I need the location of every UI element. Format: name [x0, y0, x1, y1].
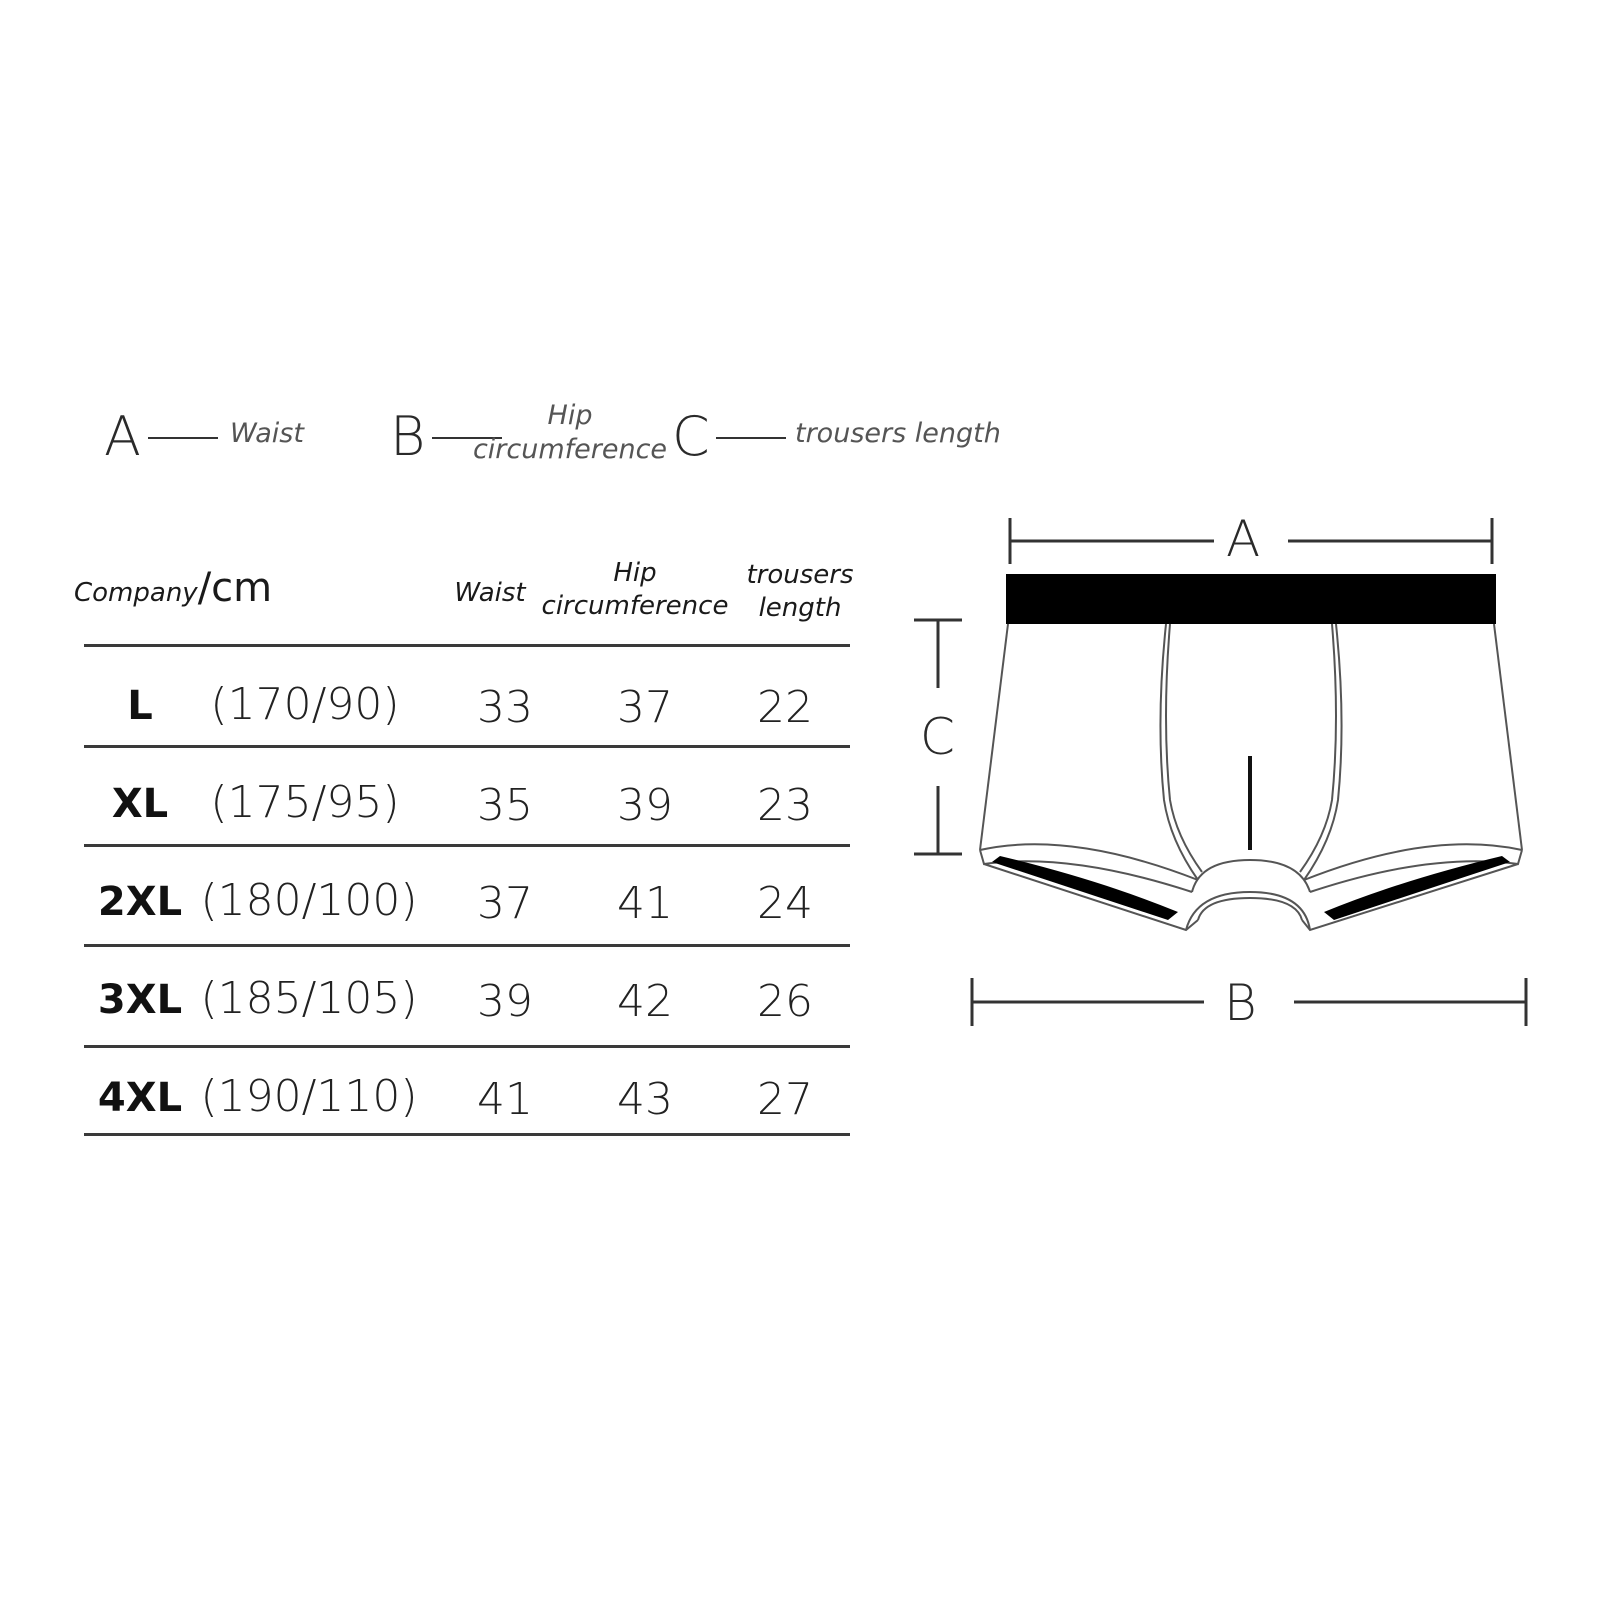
legend-text-hip-line2: circumference: [472, 433, 668, 465]
waistband: [1006, 574, 1496, 624]
cell-hip: 42: [617, 976, 673, 1027]
cell-size: L: [127, 683, 153, 729]
garment-diagram: [900, 500, 1540, 1060]
cell-waist: 41: [477, 1074, 533, 1125]
cell-length: 23: [757, 780, 813, 831]
cell-size: XL: [111, 781, 169, 827]
cell-fit: (170/90): [210, 679, 400, 730]
col-header-hip-line2: circumference: [541, 590, 729, 621]
cell-hip: 43: [617, 1074, 673, 1125]
cell-waist: 35: [477, 780, 533, 831]
col-header-hip-line1: Hip: [613, 558, 657, 588]
briefs-illustration: [900, 500, 1540, 1060]
cell-fit: (185/105): [200, 973, 418, 1024]
cell-length: 26: [757, 976, 813, 1027]
cell-length: 27: [757, 1074, 813, 1125]
unit-label-cm: /cm: [197, 565, 273, 611]
unit-label-company: Company: [74, 578, 198, 608]
cell-waist: 33: [477, 682, 533, 733]
cell-hip: 41: [617, 878, 673, 929]
dimension-label-a: A: [1226, 510, 1261, 568]
dimension-label-b: B: [1224, 974, 1257, 1032]
cell-waist: 39: [477, 976, 533, 1027]
legend-letter-b: B: [390, 405, 426, 468]
col-header-waist: Waist: [454, 578, 526, 608]
table-rule: [84, 745, 850, 748]
table-rule: [84, 1045, 850, 1048]
cell-size: 3XL: [97, 977, 183, 1023]
col-header-length: [730, 559, 870, 624]
legend-dash-a: [148, 437, 218, 439]
legend-dash-c: [716, 437, 786, 439]
legend-letter-a: A: [104, 405, 141, 468]
table-rule: [84, 644, 850, 647]
cell-size: 2XL: [97, 879, 183, 925]
col-header-hip: [530, 557, 740, 622]
cell-fit: (180/100): [200, 875, 418, 926]
legend-letter-c: C: [672, 405, 710, 468]
cell-hip: 39: [617, 780, 673, 831]
unit-label: [74, 565, 272, 611]
cell-length: 22: [757, 682, 813, 733]
cell-length: 24: [757, 878, 813, 929]
legend-text-hip-line1: Hip: [547, 400, 593, 431]
table-rule: [84, 1133, 850, 1136]
col-header-length-line1: trousers: [746, 560, 854, 590]
cell-size: 4XL: [97, 1075, 183, 1121]
cell-fit: (190/110): [200, 1071, 418, 1122]
col-header-length-line2: length: [758, 592, 842, 623]
cell-fit: (175/95): [210, 777, 400, 828]
table-rule: [84, 844, 850, 847]
cell-waist: 37: [477, 878, 533, 929]
table-rule: [84, 944, 850, 947]
dimension-label-c: C: [920, 708, 955, 766]
legend-text-hip: [470, 399, 670, 467]
legend-text-length: trousers length: [795, 418, 1001, 449]
legend-text-waist: Waist: [230, 418, 304, 449]
cell-hip: 37: [617, 682, 673, 733]
